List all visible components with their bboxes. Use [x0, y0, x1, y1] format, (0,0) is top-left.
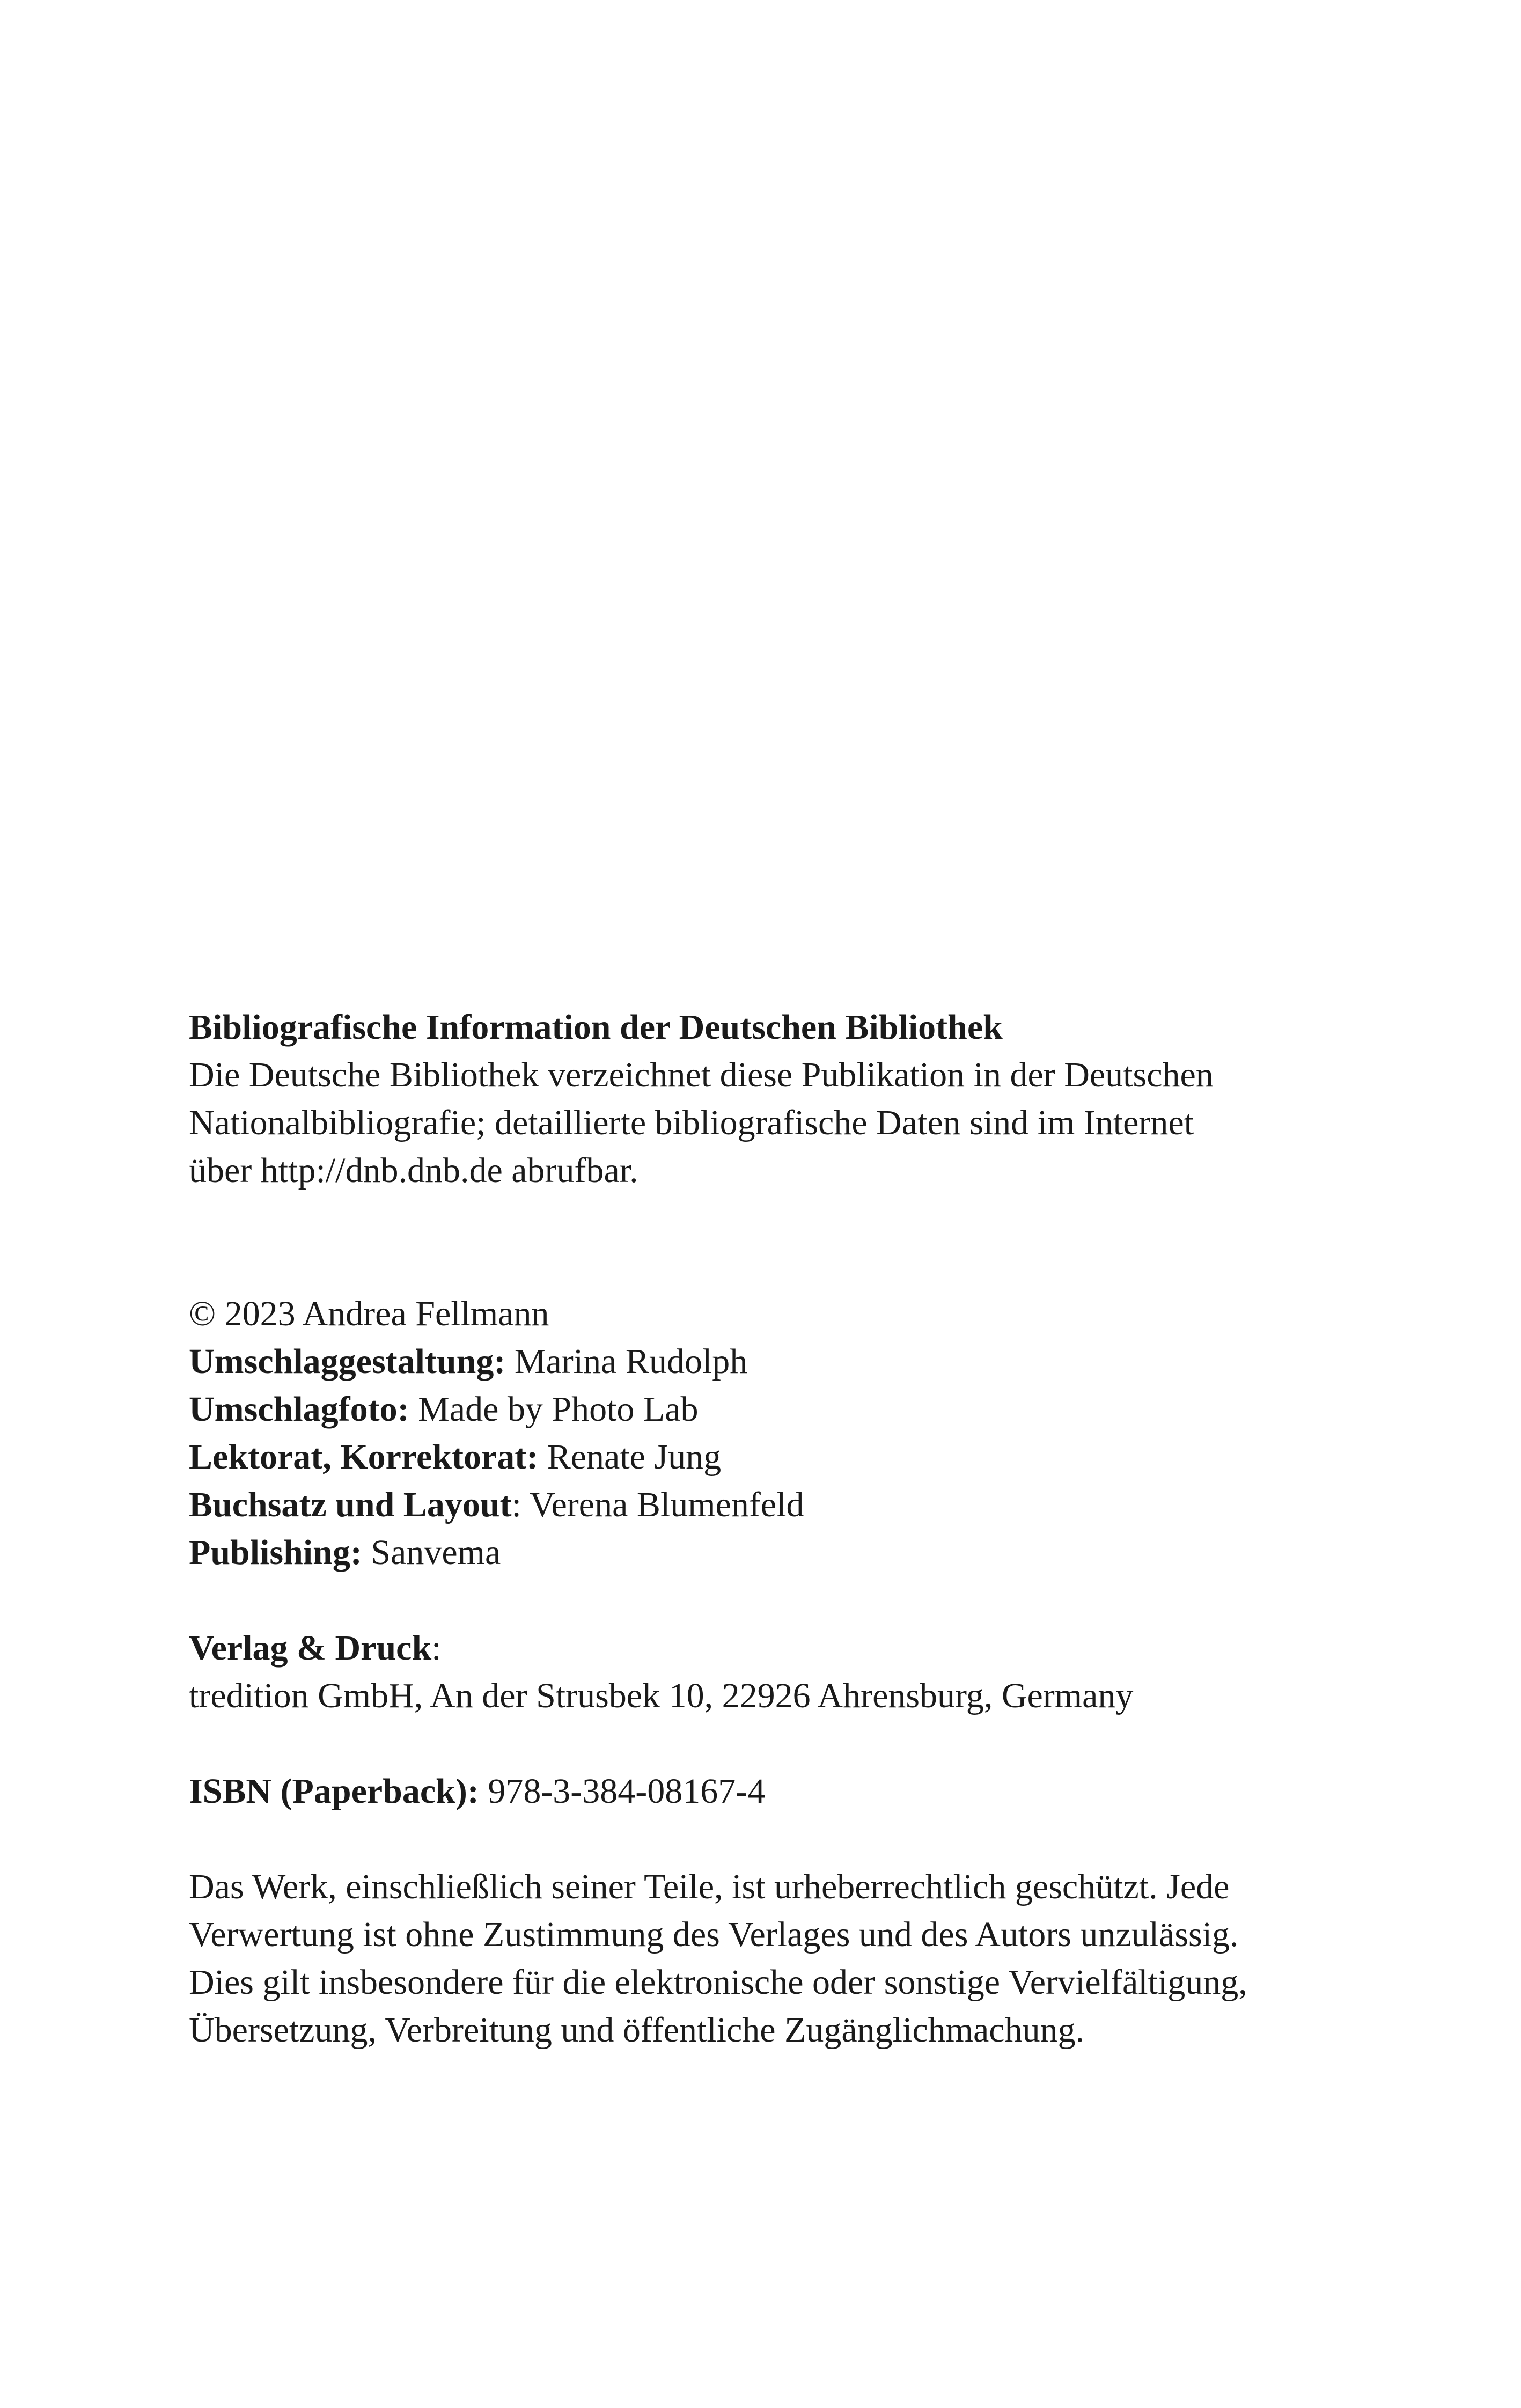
publisher-address: tredition GmbH, An der Strusbek 10, 22926 Ahrensburg, Germany [189, 1676, 1134, 1715]
bibliographic-line: Die Deutsche Bibliothek verzeichnet diese Publikation in der Deutschen [189, 1055, 1214, 1095]
publishing-line [189, 1529, 1369, 1576]
typesetting-value: : Verena Blumenfeld [511, 1485, 804, 1524]
rights-line: Verwertung ist ohne Zustimmung des Verlages und des Autors unzulässig. [189, 1915, 1239, 1954]
isbn-value: 978-3-384-08167-4 [479, 1772, 766, 1811]
cover-photo-line [189, 1385, 1369, 1433]
publishing-value: Sanvema [362, 1533, 501, 1572]
spacer [189, 1576, 1369, 1624]
isbn-label: ISBN (Paperback): [189, 1772, 479, 1811]
rights-line: Übersetzung, Verbreitung und öffentliche Zugänglichmachung. [189, 2010, 1085, 2050]
cover-design-line [189, 1338, 1369, 1385]
editing-line [189, 1433, 1369, 1481]
copyright-line: © 2023 Andrea Fellmann [189, 1294, 549, 1333]
cover-design-label: Umschlaggestaltung: [189, 1342, 506, 1381]
bibliographic-line: über http://dnb.dnb.de abrufbar. [189, 1151, 638, 1190]
bibliographic-info [189, 1003, 1369, 1194]
cover-photo-value: Made by Photo Lab [409, 1390, 699, 1429]
publisher-label: Verlag & Druck [189, 1628, 432, 1668]
publishing-label: Publishing: [189, 1533, 362, 1572]
bibliographic-heading: Bibliografische Information der Deutschen Bibliothek [189, 1008, 1003, 1047]
publisher-label-suffix: : [431, 1628, 442, 1668]
imprint-page [189, 1003, 1369, 2054]
typesetting-label: Buchsatz und Layout [189, 1485, 512, 1524]
editing-value: Renate Jung [538, 1437, 722, 1477]
spacer [189, 1720, 1369, 1767]
cover-photo-label: Umschlagfoto: [189, 1390, 409, 1429]
typesetting-line [189, 1481, 1369, 1529]
rights-line: Das Werk, einschließlich seiner Teile, ist urheberrechtlich geschützt. Jede [189, 1867, 1230, 1906]
spacer [189, 1815, 1369, 1863]
rights-line: Dies gilt insbesondere für die elektronische oder sonstige Vervielfältigung, [189, 1963, 1247, 2002]
credits [189, 1290, 1369, 1576]
isbn-line [189, 1767, 1369, 1815]
publisher-heading [189, 1624, 1369, 1672]
isbn-info [189, 1767, 1369, 1815]
editing-label: Lektorat, Korrektorat: [189, 1437, 539, 1477]
cover-design-value: Marina Rudolph [505, 1342, 748, 1381]
bibliographic-line: Nationalbibliografie; detaillierte bibliografische Daten sind im Internet [189, 1103, 1194, 1142]
rights-notice [189, 1863, 1369, 2054]
spacer [189, 1194, 1369, 1290]
publisher-info [189, 1624, 1369, 1720]
